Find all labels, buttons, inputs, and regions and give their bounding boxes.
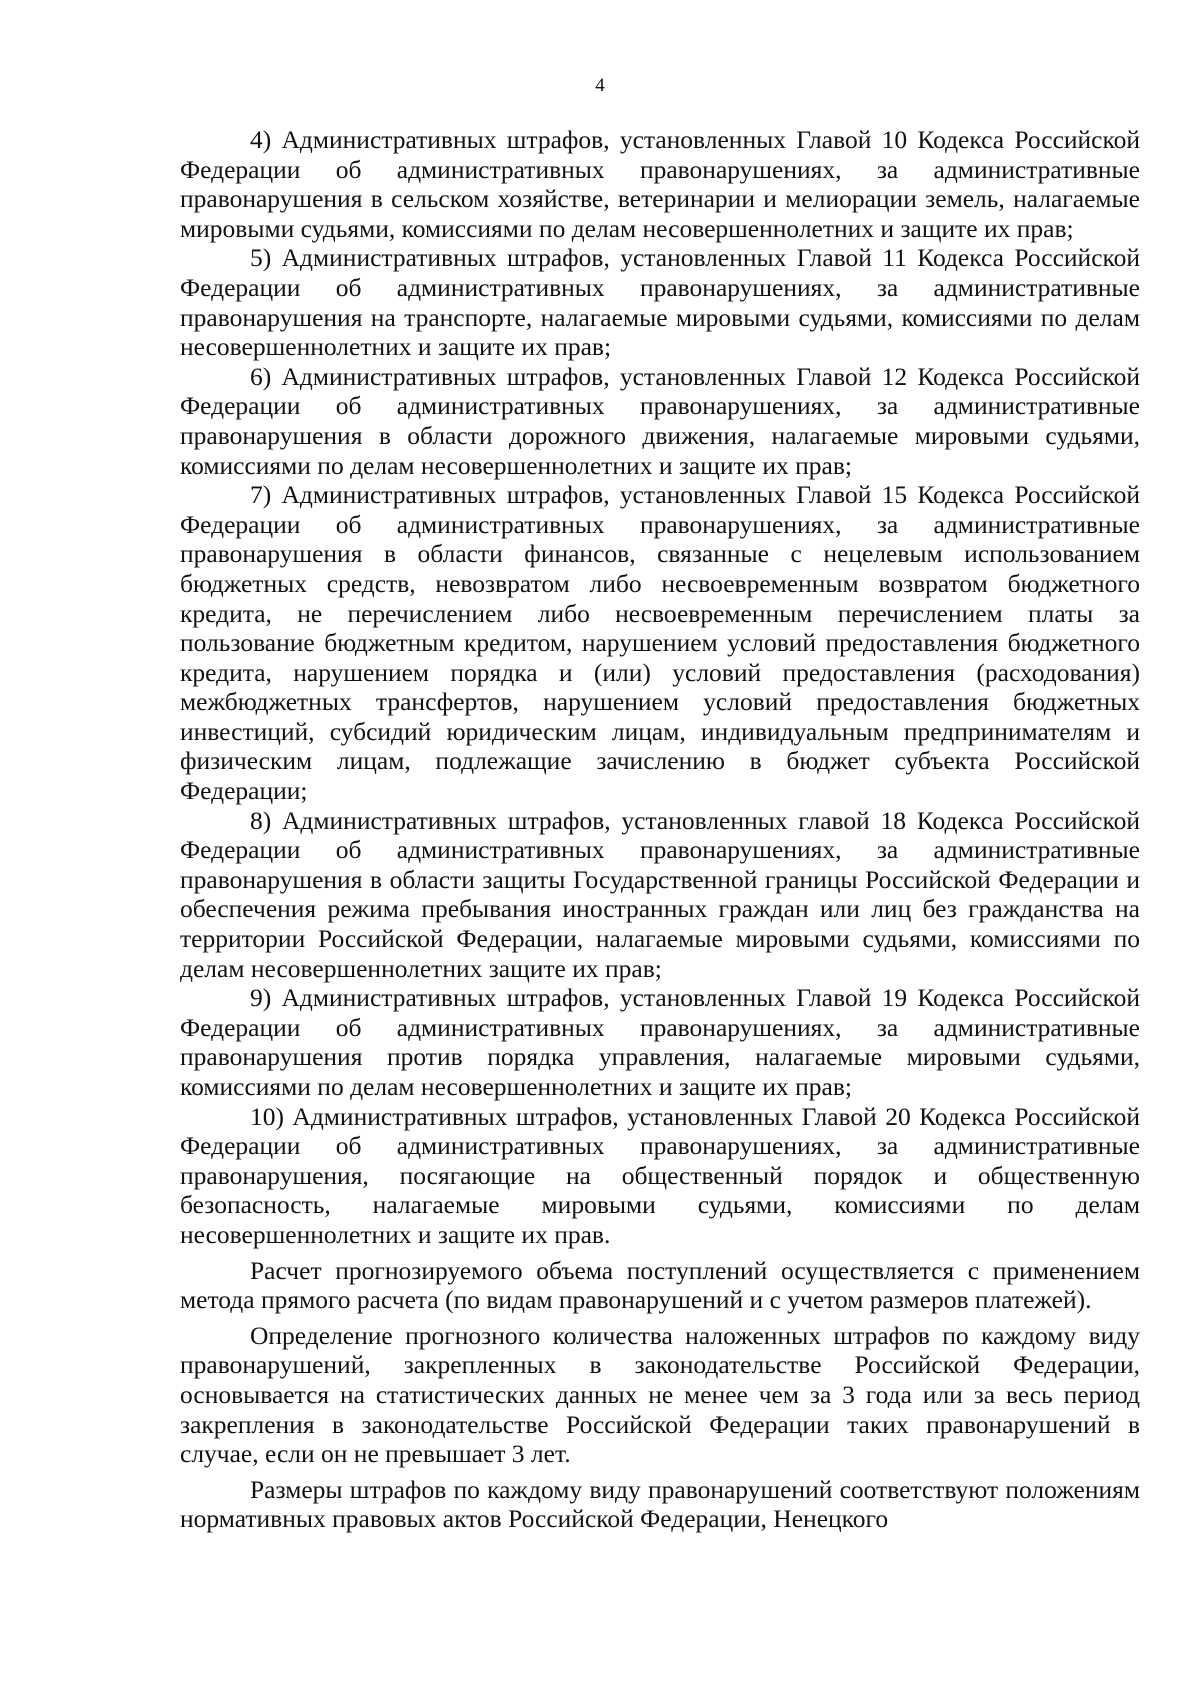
paragraph-item-7: 7) Административных штрафов, установленных Главой 15 Кодекса Российской Федерации об административных правонарушениях, за административные правонарушения в области финансов, связанные с нецелевым использованием бюджетных средств, невозвратом либо несвоевременным возвратом бюджетного кредита, не перечислением либо несвоевременным перечислением платы за пользование бюджетным кредитом, нарушением условий предоставления бюджетного кредита, нарушением порядка и (или) условий предоставления (расходования) межбюджетных трансфертов, нарушением условий предоставления бюджетных инвестиций, субсидий юридическим лицам, индивидуальным предпринимателям и физическим лицам, подлежащие зачислению в бюджет субъекта Российской Федерации; bbox=[180, 480, 1140, 806]
document-body bbox=[180, 125, 1140, 1534]
paragraph-item-9: 9) Административных штрафов, установленных Главой 19 Кодекса Российской Федерации об административных правонарушениях, за административные правонарушения против порядка управления, налагаемые мировыми судьями, комиссиями по делам несовершеннолетних и защите их прав; bbox=[180, 983, 1140, 1101]
page-number: 4 bbox=[595, 75, 605, 96]
paragraph-fine-count: Определение прогнозного количества наложенных штрафов по каждому виду правонарушений, закрепленных в законодательстве Российской Федерации, основывается на статистических данных не менее чем за 3 года или за весь период закрепления в законодательстве Российской Федерации таких правонарушений в случае, если он не превышает 3 лет. bbox=[180, 1320, 1140, 1469]
paragraph-item-8: 8) Административных штрафов, установленных главой 18 Кодекса Российской Федерации об административных правонарушениях, за административные правонарушения в области защиты Государственной границы Российской Федерации и обеспечения режима пребывания иностранных граждан или лиц без гражданства на территории Российской Федерации, налагаемые мировыми судьями, комиссиями по делам несовершеннолетних защите их прав; bbox=[180, 805, 1140, 983]
paragraph-item-5: 5) Административных штрафов, установленных Главой 11 Кодекса Российской Федерации об административных правонарушениях, за административные правонарушения на транспорте, налагаемые мировыми судьями, комиссиями по делам несовершеннолетних и защите их прав; bbox=[180, 243, 1140, 362]
paragraph-item-4: 4) Административных штрафов, установленных Главой 10 Кодекса Российской Федерации об административных правонарушениях, за административные правонарушения в сельском хозяйстве, ветеринарии и мелиорации земель, налагаемые мировыми судьями, комиссиями по делам несовершеннолетних и защите их прав; bbox=[180, 125, 1140, 243]
paragraph-forecast-method: Расчет прогнозируемого объема поступлений осуществляется с применением метода прямого расчета (по видам правонарушений и с учетом размеров платежей). bbox=[180, 1255, 1140, 1315]
paragraph-item-10: 10) Административных штрафов, установленных Главой 20 Кодекса Российской Федерации об административных правонарушениях, за административные правонарушения, посягающие на общественный порядок и общественную безопасность, налагаемые мировыми судьями, комиссиями по делам несовершеннолетних и защите их прав. bbox=[180, 1101, 1140, 1249]
paragraph-fine-size: Размеры штрафов по каждому виду правонарушений соответствуют положениям нормативных правовых актов Российской Федерации, Ненецкого bbox=[180, 1474, 1140, 1534]
paragraph-item-6: 6) Административных штрафов, установленных Главой 12 Кодекса Российской Федерации об административных правонарушениях, за административные правонарушения в области дорожного движения, налагаемые мировыми судьями, комиссиями по делам несовершеннолетних и защите их прав; bbox=[180, 361, 1140, 480]
